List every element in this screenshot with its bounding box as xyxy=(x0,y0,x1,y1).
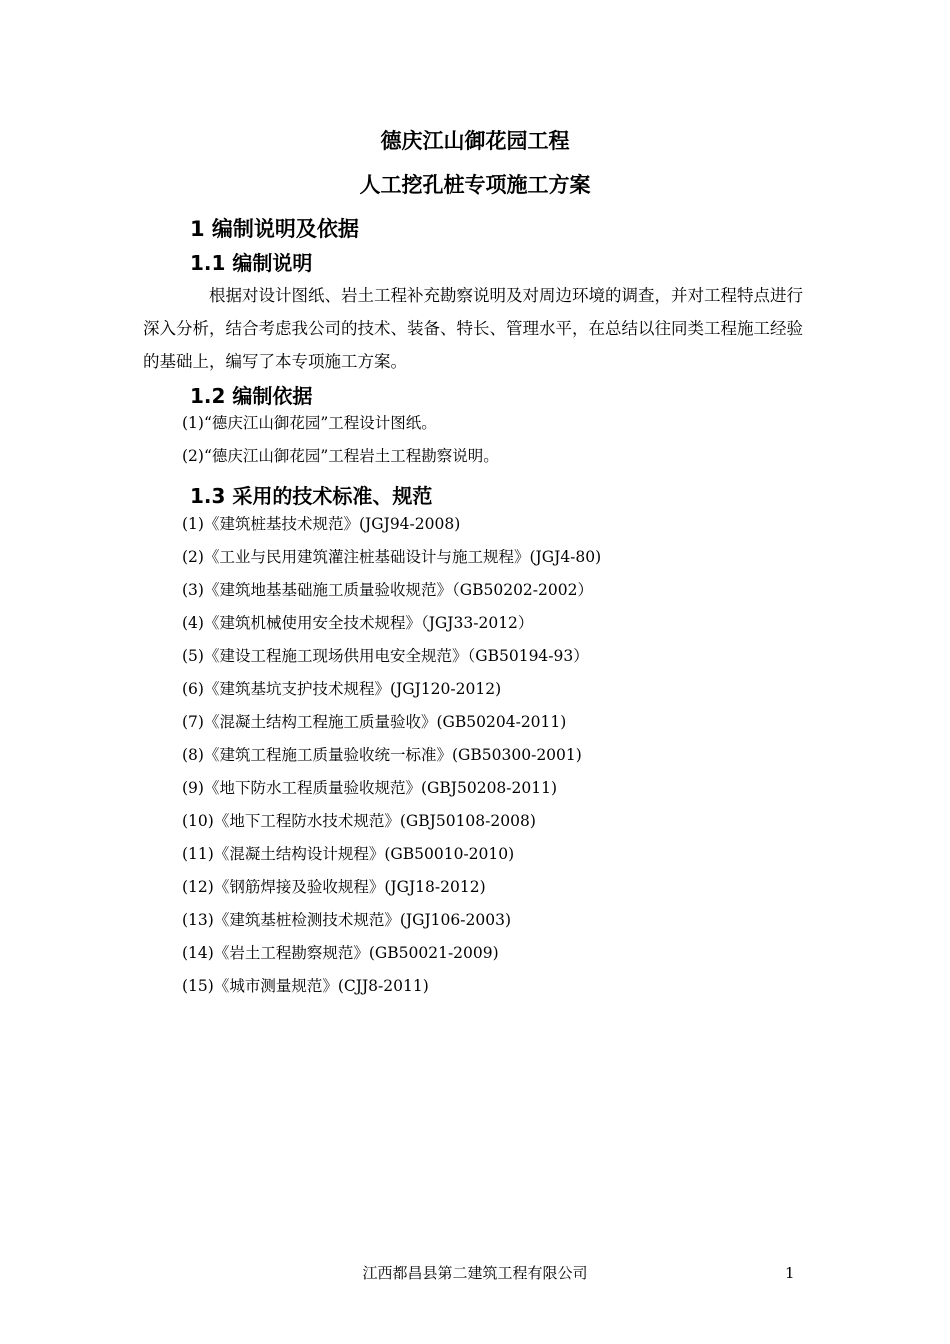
list-item: (6)《建筑基坑支护技术规程》(JGJ120-2012) xyxy=(182,680,502,698)
section-1-1-heading: 1.1 编制说明 xyxy=(190,251,313,275)
list-item: (14)《岩土工程勘察规范》(GB50021-2009) xyxy=(182,944,499,962)
section-1-3-heading: 1.3 采用的技术标准、规范 xyxy=(190,484,433,508)
basis-list xyxy=(182,407,499,473)
section-1-1-paragraph: 根据对设计图纸、岩土工程补充勘察说明及对周边环境的调查，并对工程特点进行深入分析，结合考虑我公司的技术、装备、特长、管理水平，在总结以往同类工程施工经验的基础上，编写了本专项施工方案。 xyxy=(143,286,803,371)
list-item: (15)《城市测量规范》(CJJ8-2011) xyxy=(182,977,429,995)
list-item: (13)《建筑基桩检测技术规范》(JGJ106-2003) xyxy=(182,911,511,929)
list-item: (4)《建筑机械使用安全技术规程》（JGJ33-2012） xyxy=(182,614,534,632)
document-title-line1: 德庆江山御花园工程 xyxy=(380,129,570,153)
list-item: (1)《建筑桩基技术规范》(JGJ94-2008) xyxy=(182,515,461,533)
document-title-line2: 人工挖孔桩专项施工方案 xyxy=(359,173,591,197)
list-item: (1)“德庆江山御花园”工程设计图纸。 xyxy=(182,414,437,432)
footer-company: 江西都昌县第二建筑工程有限公司 xyxy=(362,1264,588,1282)
list-item: (3)《建筑地基基础施工质量验收规范》（GB50202-2002） xyxy=(182,581,593,599)
page-number: 1 xyxy=(785,1264,795,1282)
list-item: (10)《地下工程防水技术规范》(GBJ50108-2008) xyxy=(182,812,536,830)
list-item: (2)《工业与民用建筑灌注桩基础设计与施工规程》(JGJ4-80) xyxy=(182,548,602,566)
section-1-heading: 1 编制说明及依据 xyxy=(190,217,359,241)
list-item: (9)《地下防水工程质量验收规范》(GBJ50208-2011) xyxy=(182,779,558,797)
section-1-2-heading: 1.2 编制依据 xyxy=(190,384,313,408)
list-item: (8)《建筑工程施工质量验收统一标准》(GB50300-2001) xyxy=(182,746,582,764)
standards-list xyxy=(182,508,601,1003)
list-item: (11)《混凝土结构设计规程》(GB50010-2010) xyxy=(182,845,515,863)
list-item: (7)《混凝土结构工程施工质量验收》(GB50204-2011) xyxy=(182,713,567,731)
list-item: (12)《钢筋焊接及验收规程》(JGJ18-2012) xyxy=(182,878,486,896)
list-item: (5)《建设工程施工现场供用电安全规范》（GB50194-93） xyxy=(182,647,589,665)
list-item: (2)“德庆江山御花园”工程岩土工程勘察说明。 xyxy=(182,447,499,465)
